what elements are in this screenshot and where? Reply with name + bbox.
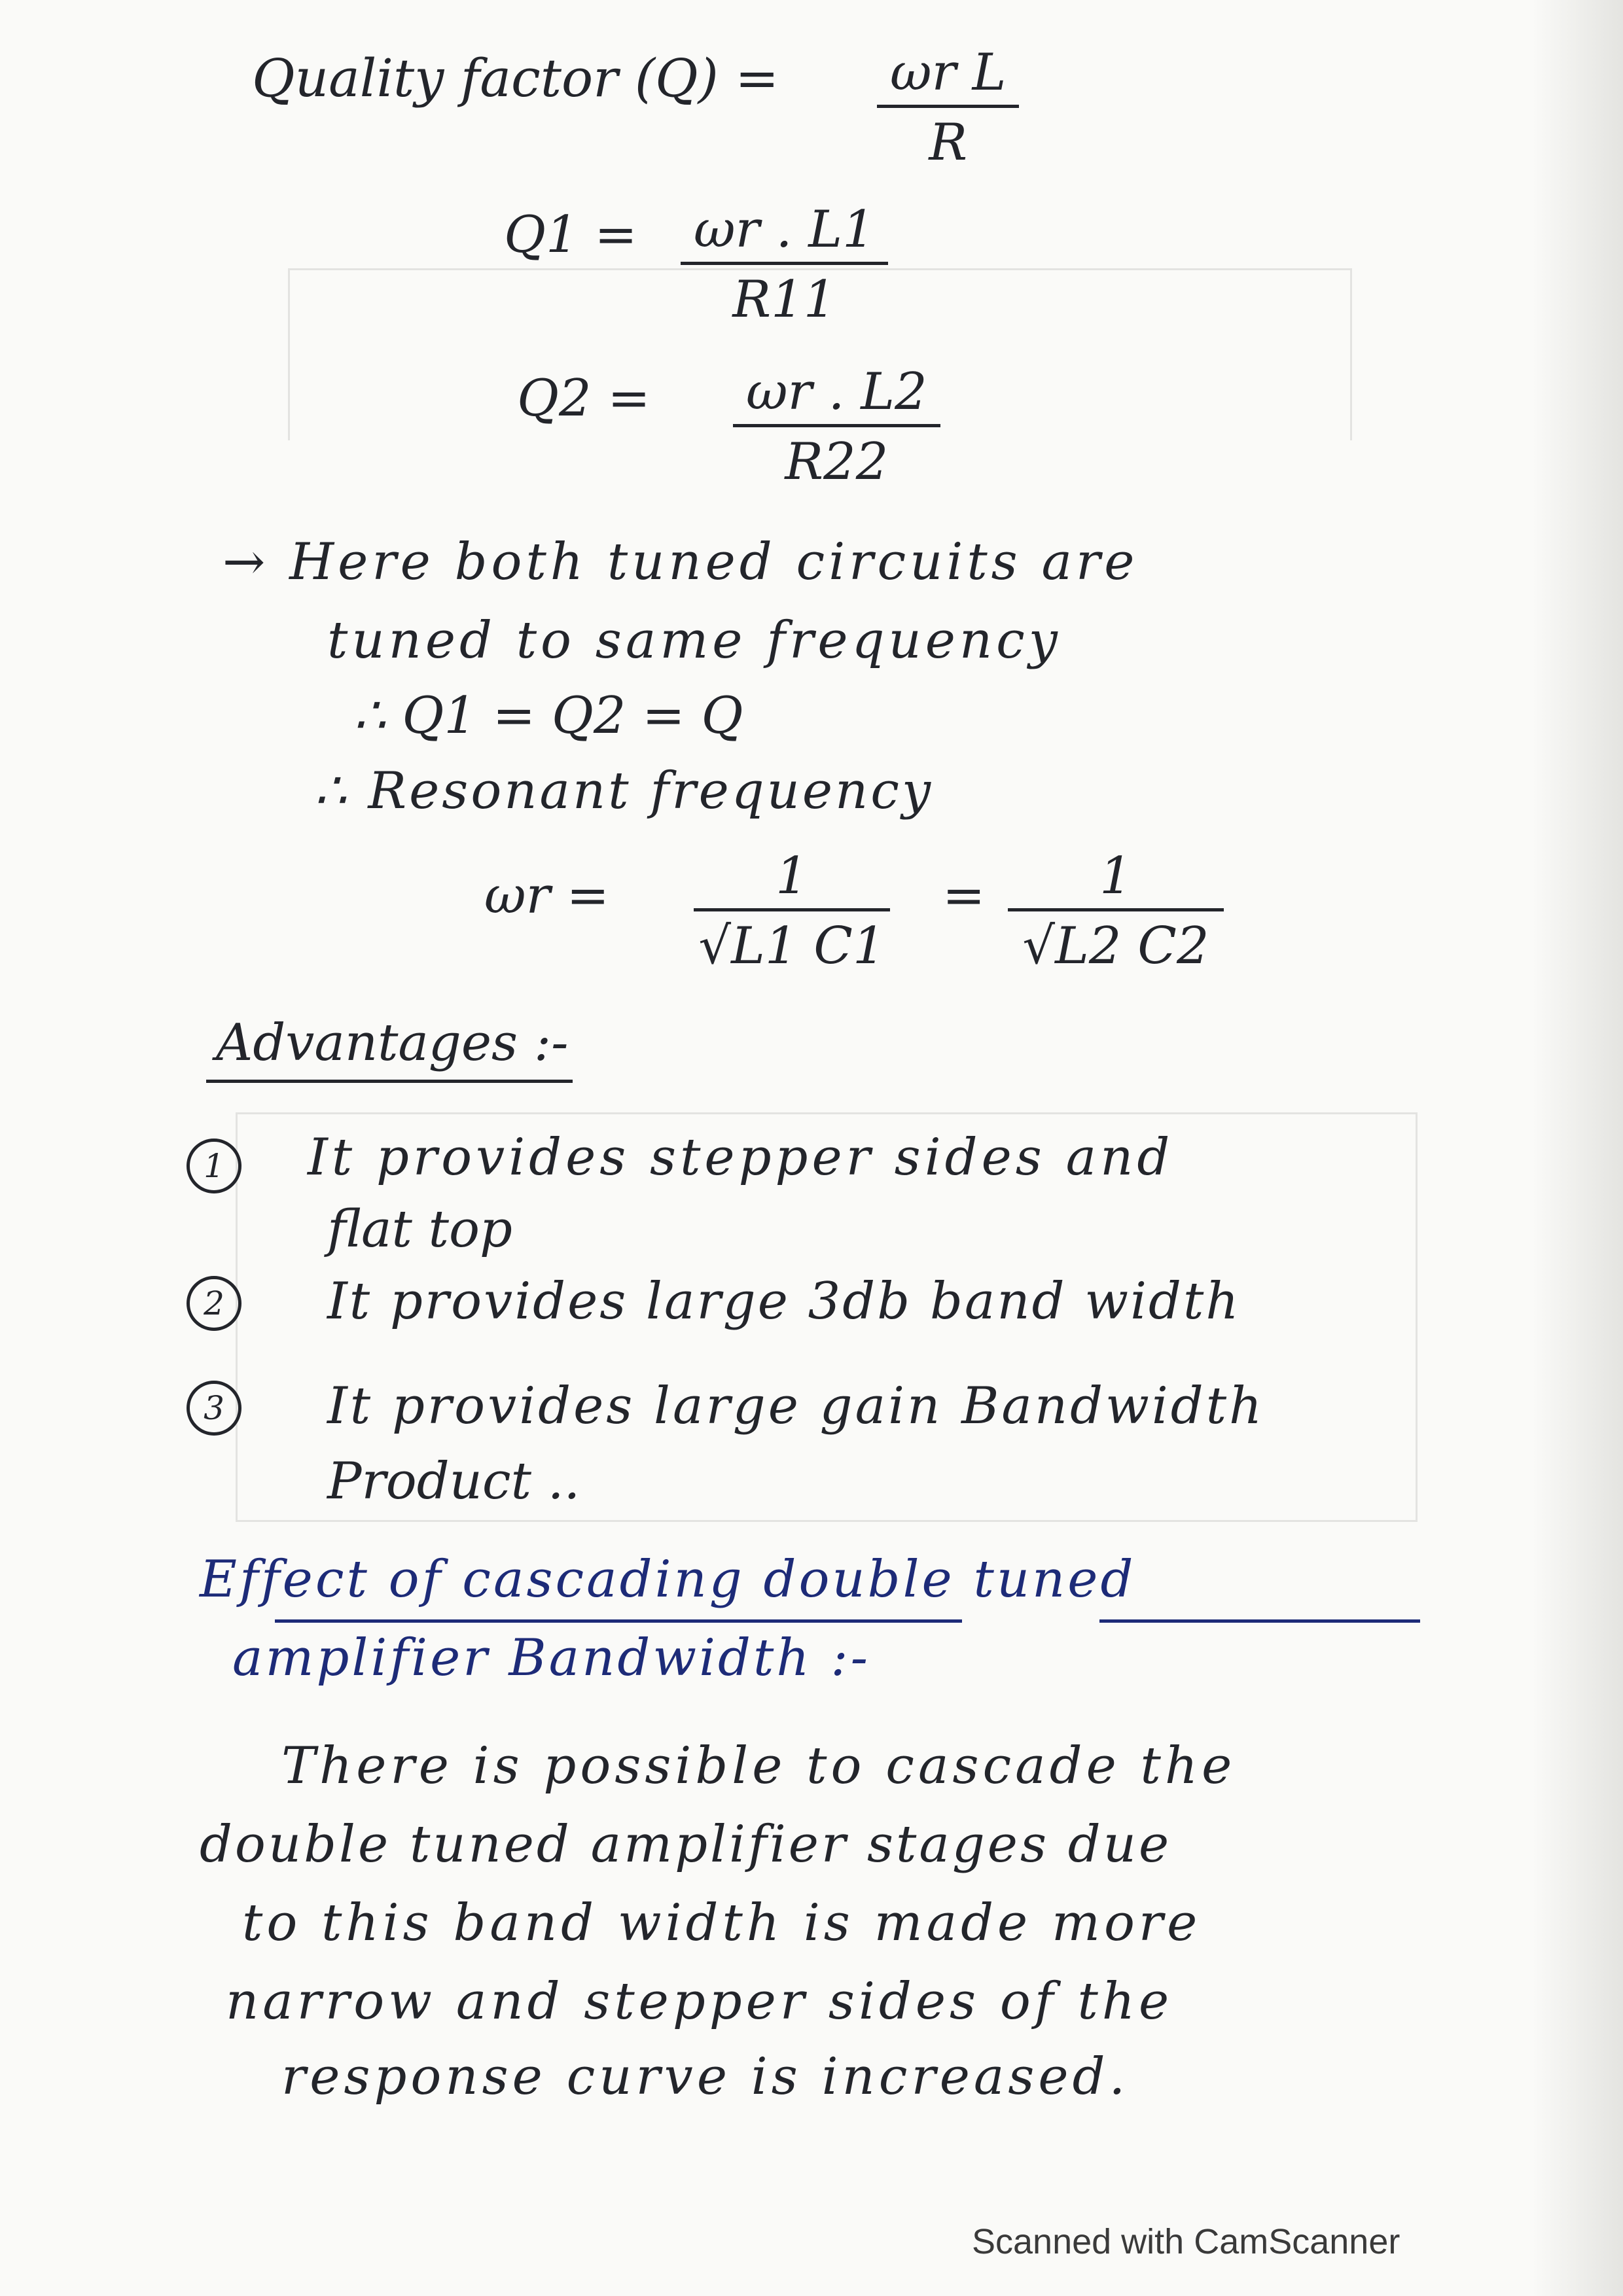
cascade-heading-underline-2: [1099, 1619, 1420, 1623]
cascade-heading-underline-1: [275, 1619, 962, 1623]
advantages-heading: Advantages :-: [216, 1014, 569, 1072]
resonant-numerator-2: 1: [1008, 851, 1224, 911]
q2-numerator: ωr . L2: [733, 366, 940, 427]
tuned-note-line-4: ∴ Resonant frequency: [314, 762, 934, 821]
quality-factor-denominator: R: [929, 113, 968, 172]
advantage-marker-2: 2: [187, 1276, 241, 1331]
resonant-equals: =: [942, 866, 986, 925]
tuned-note-line-3: ∴ Q1 = Q2 = Q: [353, 686, 743, 745]
resonant-fraction-2: [1008, 847, 1224, 976]
resonant-numerator-1: 1: [694, 851, 890, 911]
cascade-heading-line-1: Effect of cascading double tuned: [200, 1550, 1136, 1609]
advantage-2-line-1: It provides large 3db band width: [327, 1272, 1241, 1331]
cascade-body-line-2: double tuned amplifier stages due: [200, 1815, 1172, 1874]
resonant-fraction-1: [694, 847, 890, 976]
advantage-1-line-2: flat top: [327, 1200, 512, 1259]
q2-label: Q2 =: [517, 369, 651, 428]
tuned-note-line-2: tuned to same frequency: [327, 611, 1061, 670]
quality-factor-fraction: [877, 43, 1019, 172]
quality-factor-label: Quality factor (Q) =: [252, 48, 779, 109]
advantage-marker-3: 3: [187, 1381, 241, 1436]
cascade-body-line-5: response curve is increased.: [281, 2047, 1130, 2106]
camscanner-footer: Scanned with CamScanner: [972, 2222, 1400, 2261]
q1-numerator: ωr . L1: [681, 204, 888, 265]
page-edge-shadow: [1531, 0, 1623, 2296]
q1-denominator: R11: [732, 270, 836, 329]
q2-fraction: [733, 362, 940, 491]
resonant-denominator-2: √L2 C2: [1022, 917, 1209, 976]
cascade-body-line-1: There is possible to cascade the: [281, 1737, 1236, 1795]
q1-label: Q1 =: [504, 205, 637, 264]
q2-denominator: R22: [785, 433, 889, 491]
cascade-body-line-4: narrow and stepper sides of the: [226, 1972, 1173, 2031]
cascade-body-line-3: to this band width is made more: [242, 1894, 1202, 1952]
advantage-marker-1: 1: [187, 1139, 241, 1193]
advantage-3-line-1: It provides large gain Bandwidth: [327, 1377, 1265, 1436]
cascade-heading-line-2: amplifier Bandwidth :-: [232, 1629, 870, 1687]
resonant-denominator-1: √L1 C1: [698, 917, 885, 976]
tuned-note-line-1: → Here both tuned circuits are: [223, 533, 1139, 592]
advantage-1-line-1: It provides stepper sides and: [308, 1128, 1174, 1187]
advantages-underline: [206, 1080, 573, 1083]
advantage-3-line-2: Product ..: [327, 1452, 580, 1511]
resonant-lhs: ωr =: [484, 866, 610, 925]
q1-fraction: [681, 200, 888, 329]
quality-factor-numerator: ωr L: [877, 47, 1019, 108]
